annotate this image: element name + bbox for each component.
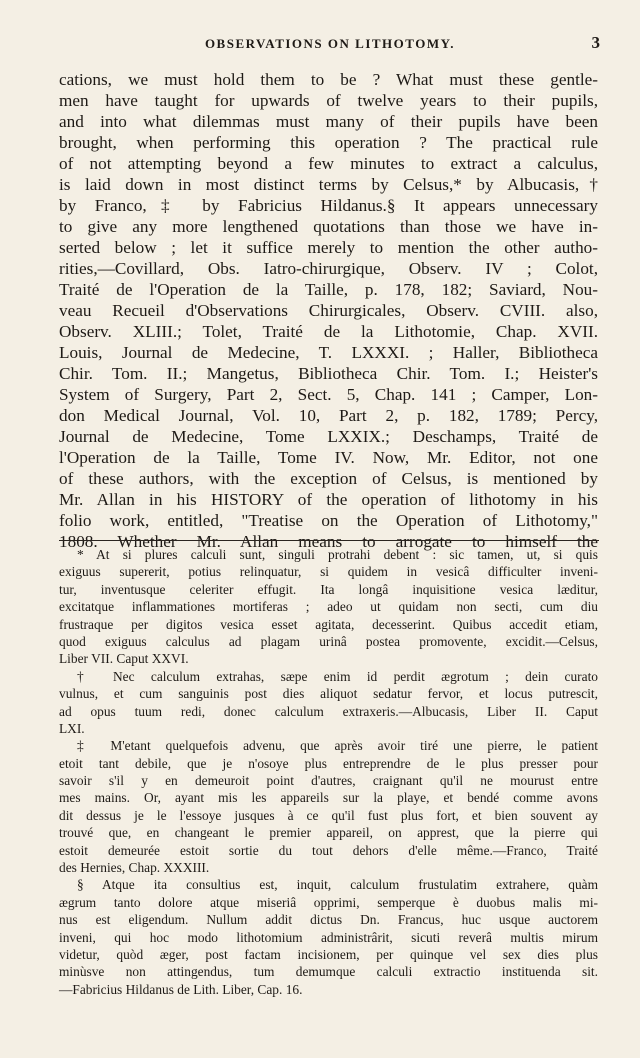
footnote	[59, 737, 598, 876]
body-text-line: Traité de l'Operation de la Taille, p. 178, 182; Saviard, Nou-	[59, 280, 598, 299]
body-text-line: Observ. XLIII.; Tolet, Traité de la Lithotomie, Chap. XVII.	[59, 322, 598, 341]
page-number: 3	[591, 33, 600, 52]
body-text-line: serted below ; let it suffice merely to mention the other autho-	[59, 238, 598, 257]
body-text-line: of not attempting beyond a few minutes to extract a calculus,	[59, 154, 598, 173]
body-text-line: by Franco,‡ by Fabricius Hildanus.§ It appears unnecessary	[59, 196, 598, 215]
body-text-line: to give any more lengthened quotations than those we have in-	[59, 217, 598, 236]
body-text-line: System of Surgery, Part 2, Sect. 5, Chap. 141 ; Camper, Lon-	[59, 385, 598, 404]
footnote-line: excitatque inflammationes mortiferas ; adeo ut quidam non secti, cum diu	[59, 599, 598, 615]
footnote-separator-rule	[59, 540, 599, 541]
footnote-line: dit dessus je le l'essoye jusques à ce qu'il fust plus fort, et bien souvent ay	[59, 807, 598, 823]
footnote-line: inveni, qui hoc modo lithotomium administrârit, sicuti reverâ multis mirum	[59, 929, 598, 945]
footnotes	[59, 546, 598, 998]
footnote-line: vulnus, et cum sanguinis post dies aliquot sedatur fervor, et locus putrescit,	[59, 686, 598, 702]
footnote-line: † Nec calculum extrahas, sæpe enim id perdit ægrotum ; dein curato	[77, 668, 598, 684]
footnote-line: nus est eligendum. Nullum addit dictus Dn. Francus, huc usque auctorem	[59, 912, 598, 928]
body-text-line: folio work, entitled, "Treatise on the Operation of Lithotomy,"	[59, 511, 598, 530]
body-text-line: Chir. Tom. II.; Mangetus, Bibliotheca Chir. Tom. I.; Heister's	[59, 364, 598, 383]
body-text-line: l'Operation de la Taille, Tome IV. Now, Mr. Editor, not one	[59, 448, 598, 467]
footnote-line: Liber VII. Caput XXVI.	[59, 651, 189, 667]
body-text-line: men have taught for upwards of twelve years to their pupils,	[59, 91, 598, 110]
footnote-line: exiguus supererit, potius relinquatur, si quidem in vesicâ difficulter inveni-	[59, 564, 598, 580]
footnote	[59, 546, 598, 668]
footnote	[59, 876, 598, 998]
body-text-line: 1808. Whether Mr. Allan means to arrogate to himself the	[59, 532, 598, 551]
footnote-line: quod exiguus calculus ad plagam urinâ postea promovente, excidit.—Celsus,	[59, 633, 598, 649]
body-text-line: cations, we must hold them to be ? What must these gentle-	[59, 70, 598, 89]
footnote-line: videtur, quòd æger, post factam incisionem, per quinque vel sex dies plus	[59, 946, 598, 962]
body-text-line: rities,—Covillard, Obs. Iatro-chirurgique, Observ. IV ; Colot,	[59, 259, 598, 278]
body-text-line: of these authors, with the exception of Celsus, is mentioned by	[59, 469, 598, 488]
footnote-line: minùsve non attingendus, tum demumque calculi extractio instituenda sit.	[59, 964, 598, 980]
footnote-line: estoit demeurée estoit sortie du tout dehors d'elle même.—Franco, Traité	[59, 842, 598, 858]
footnote-line: LXI.	[59, 720, 85, 736]
footnote-line: ægrum tanto dolore atque miseriâ opprimi, semperque è duobus malis mi-	[59, 894, 598, 910]
footnote-line: § Atque ita consultius est, inquit, calculum frustulatim extrahere, quàm	[77, 877, 598, 893]
body-text-line: Journal de Medecine, Tome LXXIX.; Deschamps, Traité de	[59, 427, 598, 446]
body-text-line: don Medical Journal, Vol. 10, Part 2, p. 182, 1789; Percy,	[59, 406, 598, 425]
footnote-line: tur, inventusque celeriter effugit. Ita longâ inquisitione vesica læditur,	[59, 581, 598, 597]
body-text-line: Mr. Allan in his HISTORY of the operation of lithotomy in his	[59, 490, 598, 509]
footnote-line: * At si plures calculi sunt, singuli protrahi debent : sic tamen, ut, si quis	[77, 547, 598, 562]
footnote-line: ‡ M'etant quelquefois advenu, que après avoir tiré une pierre, le patient	[77, 738, 598, 754]
body-text-line: Louis, Journal de Medecine, T. LXXXI. ; Haller, Bibliotheca	[59, 343, 598, 362]
footnote-line: trouvé que, en changeant le premier appareil, on apprest, que la pierre qui	[59, 825, 598, 841]
running-title: OBSERVATIONS ON LITHOTOMY.	[204, 36, 456, 51]
footnote-line: mes mains. Or, ayant mis les appareils sur la playe, et bendé comme avons	[59, 790, 598, 806]
footnote	[59, 668, 598, 738]
body-text-line: brought, when performing this operation ? The practical rule	[59, 133, 598, 152]
page-header	[60, 33, 600, 60]
footnote-line: frustraque per digitos vesica esset agitata, decesserint. Quibus accedit etiam,	[59, 616, 598, 632]
footnote-line: ad opus tuum redi, donec calculum extraxeris.—Albucasis, Liber II. Caput	[59, 703, 598, 719]
body-text-line: is laid down in most distinct terms by Celsus,* by Albucasis,†	[59, 175, 598, 194]
main-text	[59, 69, 598, 552]
body-text-line: and into what dilemmas must many of their pupils have been	[59, 112, 598, 131]
footnote-line: savoir s'il y en demeuroit point d'autres, craignant qu'il ne mourust entre	[59, 773, 598, 789]
footnote-line: des Hernies, Chap. XXXIII.	[59, 860, 210, 876]
body-text-line: veau Recueil d'Observations Chirurgicales, Observ. CVIII. also,	[59, 301, 598, 320]
footnote-line: —Fabricius Hildanus de Lith. Liber, Cap. 16.	[59, 981, 303, 997]
footnote-line: etoit tant debile, que je n'osoye plus entreprendre de le plus presser pour	[59, 755, 598, 771]
